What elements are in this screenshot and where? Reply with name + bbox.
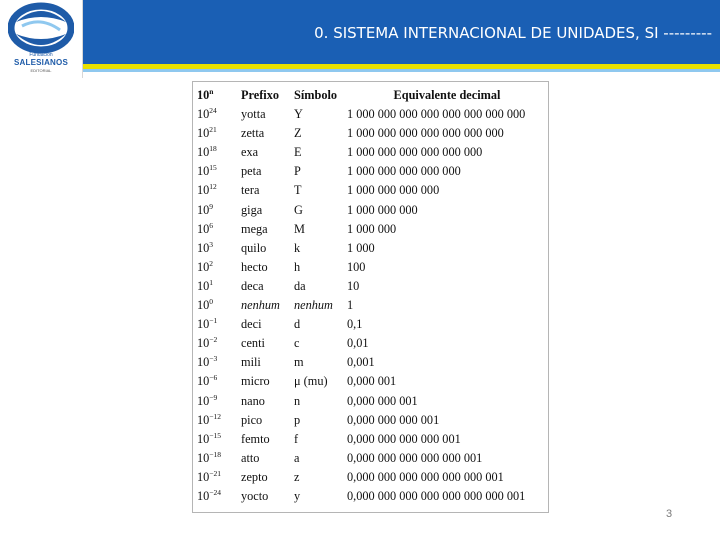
table-row bbox=[197, 181, 547, 200]
cell-decimal: 0,000 000 000 000 000 000 000 001 bbox=[347, 488, 526, 503]
cell-decimal: 1 000 000 000 000 000 bbox=[347, 164, 461, 179]
cell-prefix: mili bbox=[241, 355, 261, 370]
cell-prefix: nano bbox=[241, 393, 265, 408]
cell-symbol: da bbox=[294, 278, 306, 293]
cell-power: $10^2$ bbox=[197, 258, 214, 274]
cell-symbol: d bbox=[294, 317, 301, 332]
table-row bbox=[197, 105, 547, 124]
cell-decimal: 0,000 000 000 000 000 001 bbox=[347, 450, 483, 465]
cell-decimal: 0,001 bbox=[347, 355, 375, 370]
cell-power: $10^{-9}$ bbox=[197, 392, 218, 408]
cell-prefix: exa bbox=[241, 145, 259, 160]
table-row bbox=[197, 162, 547, 181]
cell-decimal: 0,000 001 bbox=[347, 374, 397, 389]
cell-decimal: 0,000 000 000 000 001 bbox=[347, 431, 461, 446]
cell-power: $10^{-3}$ bbox=[197, 354, 218, 370]
cell-symbol: p bbox=[294, 412, 301, 427]
cell-prefix: yotta bbox=[241, 107, 266, 122]
table-row bbox=[197, 487, 547, 506]
cell-prefix: centi bbox=[241, 336, 265, 351]
cell-decimal: 0,01 bbox=[347, 336, 369, 351]
table-row bbox=[197, 143, 547, 162]
cell-decimal: 1 000 000 000 bbox=[347, 202, 418, 217]
cell-power: $10^{-6}$ bbox=[197, 373, 218, 389]
cell-power: $10^{-18}$ bbox=[197, 449, 222, 465]
si-prefix-table bbox=[197, 86, 547, 506]
cell-power: $10^{-24}$ bbox=[197, 487, 222, 503]
cell-power: $10^{-2}$ bbox=[197, 335, 218, 351]
cell-symbol: nenhum bbox=[294, 298, 333, 313]
slide-title: 0. SISTEMA INTERNACIONAL DE UNIDADES, SI --------- bbox=[314, 24, 712, 42]
table-row bbox=[197, 239, 547, 258]
cell-prefix: quilo bbox=[241, 240, 267, 255]
table-row bbox=[197, 315, 547, 334]
cell-power: $10^{12}$ bbox=[197, 182, 217, 198]
cell-decimal: 1 000 000 000 000 000 000 bbox=[347, 145, 483, 160]
cell-prefix: deci bbox=[241, 317, 262, 332]
cell-symbol: c bbox=[294, 336, 300, 351]
cell-symbol: P bbox=[294, 164, 301, 179]
cell-power: $10^{24}$ bbox=[197, 106, 217, 122]
logo-wordmark: SALESIANOS bbox=[13, 58, 68, 67]
table-row bbox=[197, 296, 547, 315]
cell-power: $10^{21}$ bbox=[197, 125, 217, 141]
cell-symbol: k bbox=[294, 240, 301, 255]
cell-decimal: 0,000 000 000 000 000 000 001 bbox=[347, 469, 504, 484]
header-light-stripe bbox=[83, 69, 720, 72]
cell-power: $10^9$ bbox=[197, 201, 214, 217]
cell-symbol: a bbox=[294, 450, 300, 465]
cell-prefix: deca bbox=[241, 278, 264, 293]
cell-decimal: 1 000 000 000 000 000 000 000 000 bbox=[347, 107, 526, 122]
cell-prefix: tera bbox=[241, 183, 260, 198]
cell-decimal: 0,000 000 000 001 bbox=[347, 412, 440, 427]
cell-prefix: femto bbox=[241, 431, 270, 446]
cell-decimal: 0,1 bbox=[347, 317, 363, 332]
cell-decimal: 0,000 000 001 bbox=[347, 393, 418, 408]
cell-decimal: 10 bbox=[347, 278, 360, 293]
table-row bbox=[197, 430, 547, 449]
cell-prefix: mega bbox=[241, 221, 268, 236]
header-bar bbox=[83, 0, 720, 64]
salesianos-logo-icon bbox=[8, 2, 74, 54]
cell-power: $10^{18}$ bbox=[197, 144, 217, 160]
cell-power: $10^{-15}$ bbox=[197, 430, 222, 446]
logo-subtext: Fundación bbox=[29, 52, 53, 58]
cell-symbol: Z bbox=[294, 126, 302, 141]
cell-power: $10^6$ bbox=[197, 220, 214, 236]
logo-caption: EDITORIAL bbox=[30, 68, 52, 73]
header-decimal: Equivalente decimal bbox=[393, 88, 501, 102]
cell-prefix: giga bbox=[241, 202, 263, 217]
header-prefix: Prefixo bbox=[241, 88, 280, 102]
table-row bbox=[197, 201, 547, 220]
cell-prefix: atto bbox=[241, 450, 260, 465]
cell-prefix: nenhum bbox=[241, 298, 280, 313]
cell-symbol: y bbox=[294, 488, 301, 503]
cell-symbol: M bbox=[294, 221, 305, 236]
si-prefix-table-frame bbox=[192, 81, 549, 513]
cell-power: $10^1$ bbox=[197, 277, 214, 293]
cell-prefix: yocto bbox=[241, 488, 269, 503]
header-power: 10$^n$ bbox=[197, 87, 214, 102]
cell-decimal: 1 000 bbox=[347, 240, 375, 255]
cell-symbol: μ (mu) bbox=[294, 374, 328, 389]
logo bbox=[0, 0, 83, 78]
cell-decimal: 100 bbox=[347, 259, 366, 274]
cell-prefix: peta bbox=[241, 164, 262, 179]
cell-power: $10^3$ bbox=[197, 239, 214, 255]
page-number: 3 bbox=[666, 508, 673, 520]
table-header-row bbox=[197, 86, 547, 105]
cell-decimal: 1 000 000 000 000 000 000 000 bbox=[347, 126, 504, 141]
cell-prefix: zetta bbox=[241, 126, 265, 141]
cell-power: $10^{-1}$ bbox=[197, 316, 218, 332]
header-symbol: Símbolo bbox=[294, 88, 338, 102]
cell-power: $10^0$ bbox=[197, 297, 214, 313]
cell-symbol: G bbox=[294, 202, 303, 217]
table-row bbox=[197, 392, 547, 411]
table-row bbox=[197, 334, 547, 353]
cell-decimal: 1 000 000 bbox=[347, 221, 397, 236]
cell-symbol: Y bbox=[294, 107, 303, 122]
table-row bbox=[197, 468, 547, 487]
cell-power: $10^{15}$ bbox=[197, 163, 217, 179]
cell-symbol: h bbox=[294, 259, 301, 274]
table-row bbox=[197, 353, 547, 372]
cell-power: $10^{-21}$ bbox=[197, 468, 222, 484]
table-row bbox=[197, 220, 547, 239]
cell-symbol: m bbox=[294, 355, 304, 370]
cell-symbol: T bbox=[294, 183, 302, 198]
cell-prefix: hecto bbox=[241, 259, 268, 274]
cell-symbol: E bbox=[294, 145, 302, 160]
table-row bbox=[197, 277, 547, 296]
cell-symbol: n bbox=[294, 393, 301, 408]
cell-symbol: f bbox=[294, 431, 299, 446]
table-row bbox=[197, 449, 547, 468]
cell-prefix: micro bbox=[241, 374, 270, 389]
cell-decimal: 1 000 000 000 000 bbox=[347, 183, 440, 198]
table-row bbox=[197, 372, 547, 391]
table-row bbox=[197, 411, 547, 430]
table-row bbox=[197, 124, 547, 143]
table-row bbox=[197, 258, 547, 277]
cell-power: $10^{-12}$ bbox=[197, 411, 222, 427]
cell-prefix: pico bbox=[241, 412, 263, 427]
cell-prefix: zepto bbox=[241, 469, 268, 484]
cell-decimal: 1 bbox=[347, 298, 354, 313]
cell-symbol: z bbox=[294, 469, 300, 484]
